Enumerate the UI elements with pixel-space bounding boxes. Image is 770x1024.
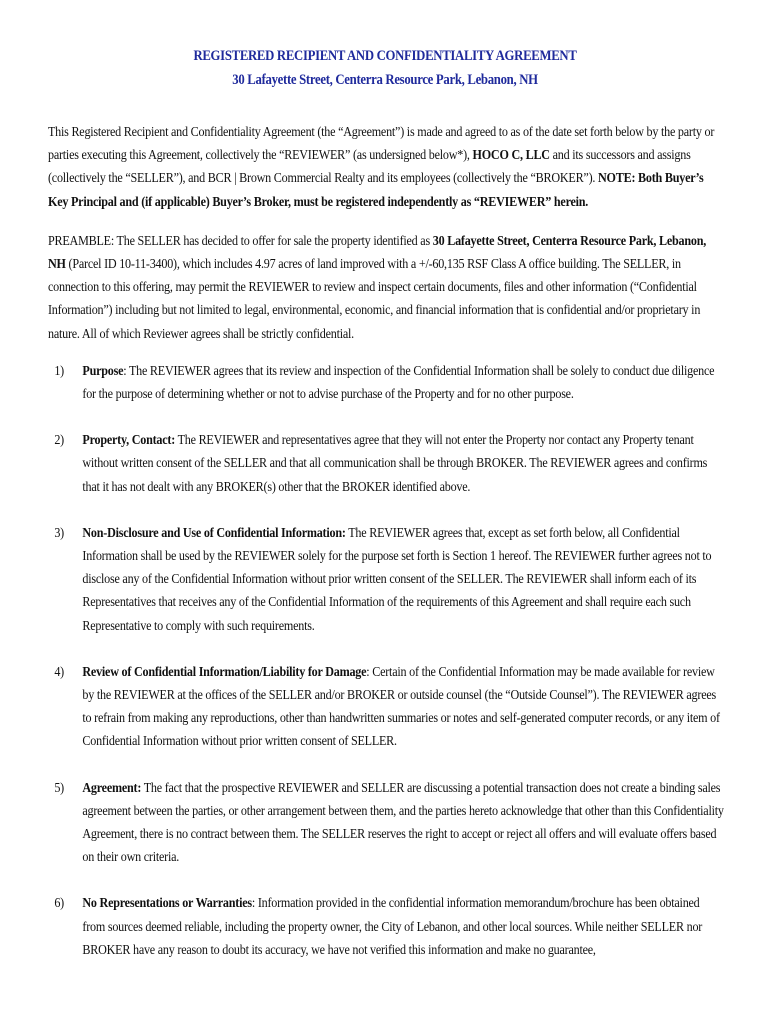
intro-text-1: This Registered Recipient and Confidentiality Agreement (the “Agreement”) is made and agreed to as of the date set forth below by the party or parties executing this Agreement, collectively the “REVIEWER” (as undersigned below*),: [48, 124, 715, 163]
clause-number: 1): [54, 362, 64, 378]
document-title: REGISTERED RECIPIENT AND CONFIDENTIALITY AGREEMENT: [193, 48, 577, 64]
clause-separator: :: [123, 362, 129, 378]
title-block: [0, 44, 770, 92]
clause-separator: :: [366, 663, 373, 679]
preamble-paragraph: [48, 229, 725, 345]
intro-text-2: and its successors and assigns (collectively the “SELLER”), and BCR | Brown Commercial Realty and its employees (collectively the “BROKER”).: [48, 147, 691, 186]
intro-paragraph: [48, 120, 725, 213]
clause-number: 2): [54, 432, 64, 448]
clause-text: The REVIEWER agrees that, except as set forth below, all Confidential Information shall be used by the REVIEWER solely for the purpose set forth is Section 1 hereof. The REVIEWER further agrees not to disclose any of the Confidential Information without prior written consent of the SELLER. The REVIEWER shall inform each of its Representatives that receives any of the Confidential Information of the requirements of this Agreement and shall require each such Representative to comply with such requirements.: [82, 524, 712, 633]
clause-heading: No Representations or Warranties: [82, 895, 252, 911]
clause-text: Certain of the Confidential Information may be made available for review by the REVIEWER at the offices of the SELLER and/or BROKER or outside counsel (the “Outside Counsel”). The REVIEWER agrees to refrain from making any reproductions, other than handwritten summaries or notes and self-generated computer records, or any item of Confidential Information without prior written consent of SELLER.: [82, 663, 720, 749]
clause-heading: Review of Confidential Information/Liability for Damage: [82, 663, 367, 679]
clause-heading: Agreement:: [82, 779, 142, 795]
clause-text: The REVIEWER and representatives agree that they will not enter the Property nor contact any Property tenant without written consent of the SELLER and that all communication shall be through BROKER. The REVIEWER agrees and confirms that it has not dealt with any BROKER(s) other that the BROKER identified above.: [82, 432, 708, 494]
clause-list: [48, 359, 725, 961]
clause-text: Information provided in the confidential information memorandum/brochure has been obtained from sources deemed reliable, including the property owner, the City of Lebanon, and other local sources. While neither SELLER nor BROKER have any reason to doubt its accuracy, we have not verified this information and make no guarantee,: [82, 895, 703, 957]
property-address: 30 Lafayette Street, Centerra Resource Park, Lebanon, NH: [48, 232, 707, 272]
intro-note: NOTE: Both Buyer’s Key Principal and (if applicable) Buyer’s Broker, must be registered independently as “REVIEWER” herein.: [48, 170, 704, 209]
clause-heading: Non-Disclosure and Use of Confidential Information:: [82, 524, 346, 540]
clause-separator: :: [251, 895, 258, 911]
clause-heading: Purpose: [82, 362, 124, 378]
clause-number: 5): [54, 779, 64, 795]
document-body: [48, 120, 725, 984]
seller-name: HOCO C, LLC: [472, 147, 550, 163]
clause-item: [48, 359, 725, 405]
clause-number: 6): [54, 895, 64, 911]
clause-heading: Property, Contact:: [82, 432, 176, 448]
clause-number: 3): [54, 524, 64, 540]
clause-item: [48, 428, 725, 498]
clause-item: [48, 521, 725, 637]
clause-item: [48, 660, 725, 753]
preamble-text-1: PREAMBLE: The SELLER has decided to offer for sale the property identified as: [48, 232, 433, 248]
clause-item: [48, 776, 725, 869]
clause-text: The fact that the prospective REVIEWER and SELLER are discussing a potential transaction does not create a binding sales agreement between the parties, or other arrangement between them, and the parties hereto acknowledge that other than this Confidentiality Agreement, there is no contract between them. The SELLER reserves the right to accept or reject all offers and will evaluate offers based on their own criteria.: [82, 779, 724, 865]
document-subtitle: 30 Lafayette Street, Centerra Resource Park, Lebanon, NH: [232, 72, 538, 88]
clause-item: [48, 891, 725, 961]
clause-text: The REVIEWER agrees that its review and inspection of the Confidential Information shall be solely to conduct due diligence for the purpose of determining whether or not to advise purchase of the Property and for no other purpose.: [82, 362, 715, 402]
preamble-text-2: (Parcel ID 10-11-3400), which includes 4.97 acres of land improved with a +/-60,135 RSF Class A office building. The SELLER, in connection to this offering, may permit the REVIEWER to review and inspect certain documents, files and other information (“Confidential Information”) including but not limited to legal, environmental, economic, and financial information that is confidential and/or proprietary in nature. All of which Reviewer agrees shall be strictly confidential.: [48, 256, 701, 341]
clause-number: 4): [54, 663, 64, 679]
